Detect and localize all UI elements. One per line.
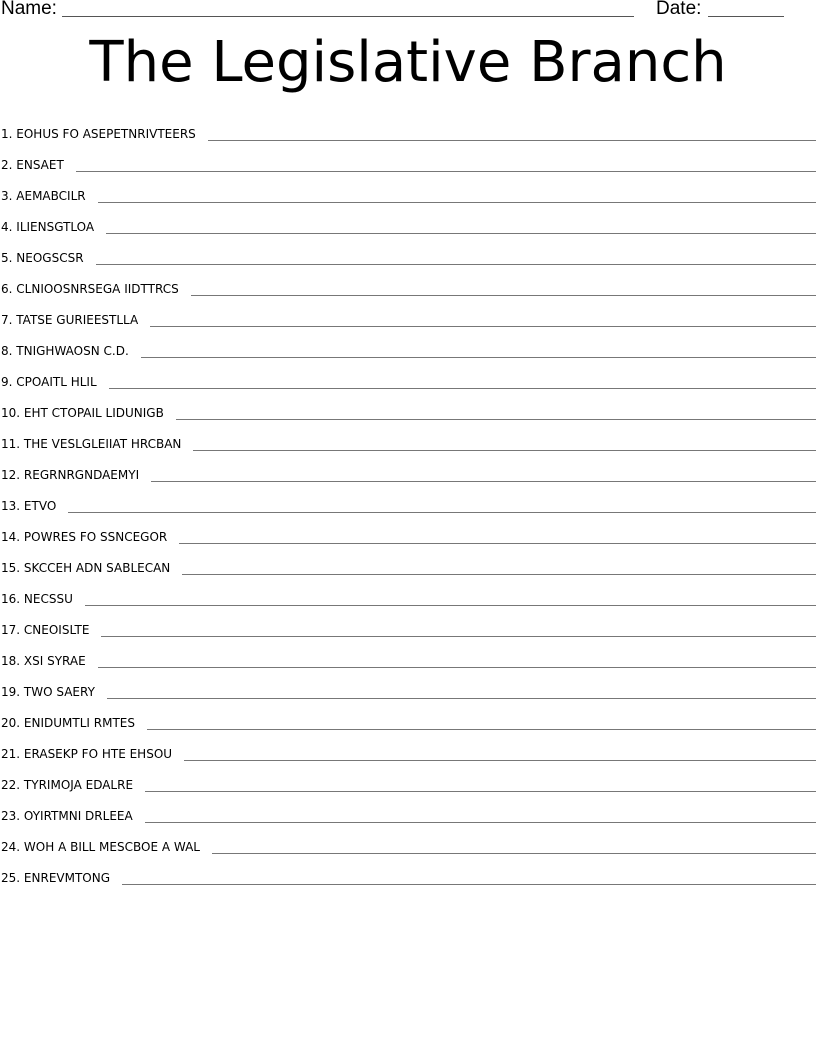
date-label: Date:: [656, 0, 702, 19]
list-item: [0, 298, 816, 329]
answer-line[interactable]: [179, 542, 816, 544]
item-number: 2.: [1, 158, 13, 172]
answer-line[interactable]: [147, 728, 816, 730]
scrambled-word: [0, 716, 135, 732]
answer-line[interactable]: [85, 604, 816, 606]
list-item: [0, 732, 816, 763]
scrambled-word: [0, 871, 110, 887]
scrambled-word: [0, 313, 138, 329]
answer-line[interactable]: [122, 883, 816, 885]
scrambled-text: OYIRTMNI DRLEEA: [23, 809, 133, 823]
scrambled-text: WOH A BILL MESCBOE A WAL: [23, 840, 200, 854]
list-item: [0, 701, 816, 732]
scrambled-word: [0, 251, 84, 267]
scrambled-text: CPOAITL HLIL: [16, 375, 97, 389]
answer-line[interactable]: [109, 387, 816, 389]
item-number: 4.: [1, 220, 13, 234]
answer-line[interactable]: [96, 263, 816, 265]
scrambled-word: [0, 220, 94, 236]
scrambled-text: ERASEKP FO HTE EHSOU: [23, 747, 173, 761]
list-item: [0, 267, 816, 298]
list-item: [0, 391, 816, 422]
scrambled-word: [0, 406, 164, 422]
answer-line[interactable]: [98, 666, 816, 668]
page-title: The Legislative Branch: [89, 30, 727, 95]
item-number: 18.: [1, 654, 21, 668]
list-item: [0, 670, 816, 701]
list-item: [0, 763, 816, 794]
scrambled-text: EHT CTOPAIL LIDUNIGB: [23, 406, 164, 420]
list-item: [0, 825, 816, 856]
scrambled-word: [0, 561, 170, 577]
item-number: 1.: [1, 127, 13, 141]
scrambled-word: [0, 127, 196, 143]
list-item: [0, 329, 816, 360]
answer-line[interactable]: [193, 449, 816, 451]
answer-line[interactable]: [141, 356, 816, 358]
word-scramble-list: [0, 112, 816, 887]
item-number: 13.: [1, 499, 21, 513]
answer-line[interactable]: [145, 790, 816, 792]
answer-line[interactable]: [184, 759, 816, 761]
scrambled-word: [0, 592, 73, 608]
item-number: 7.: [1, 313, 13, 327]
scrambled-text: XSI SYRAE: [23, 654, 86, 668]
scrambled-text: TATSE GURIEESTLLA: [16, 313, 139, 327]
scrambled-text: ENREVMTONG: [23, 871, 111, 885]
item-number: 10.: [1, 406, 21, 420]
header-row: [0, 0, 816, 22]
item-number: 5.: [1, 251, 13, 265]
list-item: [0, 360, 816, 391]
answer-line[interactable]: [176, 418, 816, 420]
list-item: [0, 112, 816, 143]
scrambled-text: THE VESLGLEIIAT HRCBAN: [23, 437, 182, 451]
answer-line[interactable]: [191, 294, 816, 296]
answer-line[interactable]: [101, 635, 816, 637]
item-number: 25.: [1, 871, 21, 885]
answer-line[interactable]: [106, 232, 816, 234]
scrambled-text: CNEOISLTE: [23, 623, 90, 637]
scrambled-word: [0, 623, 89, 639]
answer-line[interactable]: [212, 852, 816, 854]
scrambled-word: [0, 499, 56, 515]
item-number: 17.: [1, 623, 21, 637]
scrambled-text: REGRNRGNDAEMYI: [23, 468, 140, 482]
list-item: [0, 515, 816, 546]
scrambled-text: NECSSU: [23, 592, 73, 606]
scrambled-word: [0, 809, 133, 825]
scrambled-text: EOHUS FO ASEPETNRIVTEERS: [16, 127, 196, 141]
item-number: 11.: [1, 437, 21, 451]
scrambled-text: POWRES FO SSNCEGOR: [23, 530, 168, 544]
scrambled-word: [0, 468, 139, 484]
scrambled-text: ILIENSGTLOA: [16, 220, 95, 234]
answer-line[interactable]: [76, 170, 816, 172]
scrambled-word: [0, 654, 86, 670]
scrambled-text: TNIGHWAOSN C.D.: [16, 344, 129, 358]
list-item: [0, 608, 816, 639]
scrambled-text: NEOGSCSR: [16, 251, 84, 265]
scrambled-text: AEMABCILR: [16, 189, 86, 203]
list-item: [0, 577, 816, 608]
item-number: 22.: [1, 778, 21, 792]
item-number: 23.: [1, 809, 21, 823]
scrambled-word: [0, 747, 172, 763]
scrambled-text: CLNIOOSNRSEGA IIDTTRCS: [16, 282, 179, 296]
item-number: 9.: [1, 375, 13, 389]
item-number: 6.: [1, 282, 13, 296]
list-item: [0, 546, 816, 577]
scrambled-word: [0, 282, 179, 298]
scrambled-word: [0, 778, 133, 794]
scrambled-word: [0, 158, 64, 174]
answer-line[interactable]: [150, 325, 816, 327]
scrambled-word: [0, 437, 181, 453]
scrambled-word: [0, 685, 95, 701]
list-item: [0, 639, 816, 670]
scrambled-text: TWO SAERY: [23, 685, 95, 699]
scrambled-text: SKCCEH ADN SABLECAN: [23, 561, 171, 575]
list-item: [0, 236, 816, 267]
item-number: 12.: [1, 468, 21, 482]
scrambled-word: [0, 840, 200, 856]
name-label: Name:: [1, 0, 57, 19]
answer-line[interactable]: [145, 821, 816, 823]
answer-line[interactable]: [98, 201, 816, 203]
answer-line[interactable]: [107, 697, 816, 699]
scrambled-text: ENIDUMTLI RMTES: [23, 716, 135, 730]
scrambled-word: [0, 189, 86, 205]
list-item: [0, 484, 816, 515]
scrambled-text: ETVO: [23, 499, 57, 513]
name-answer-line[interactable]: [62, 16, 634, 17]
list-item: [0, 174, 816, 205]
scrambled-word: [0, 375, 97, 391]
answer-line[interactable]: [151, 480, 816, 482]
item-number: 20.: [1, 716, 21, 730]
scrambled-text: TYRIMOJA EDALRE: [23, 778, 134, 792]
list-item: [0, 794, 816, 825]
list-item: [0, 143, 816, 174]
answer-line[interactable]: [208, 139, 816, 141]
list-item: [0, 453, 816, 484]
scrambled-word: [0, 344, 129, 360]
scrambled-text: ENSAET: [16, 158, 64, 172]
item-number: 24.: [1, 840, 21, 854]
item-number: 14.: [1, 530, 21, 544]
date-answer-line[interactable]: [708, 16, 784, 17]
scrambled-word: [0, 530, 167, 546]
item-number: 19.: [1, 685, 21, 699]
item-number: 8.: [1, 344, 13, 358]
list-item: [0, 856, 816, 887]
list-item: [0, 205, 816, 236]
item-number: 15.: [1, 561, 21, 575]
list-item: [0, 422, 816, 453]
item-number: 16.: [1, 592, 21, 606]
item-number: 3.: [1, 189, 13, 203]
item-number: 21.: [1, 747, 21, 761]
answer-line[interactable]: [182, 573, 816, 575]
answer-line[interactable]: [68, 511, 816, 513]
